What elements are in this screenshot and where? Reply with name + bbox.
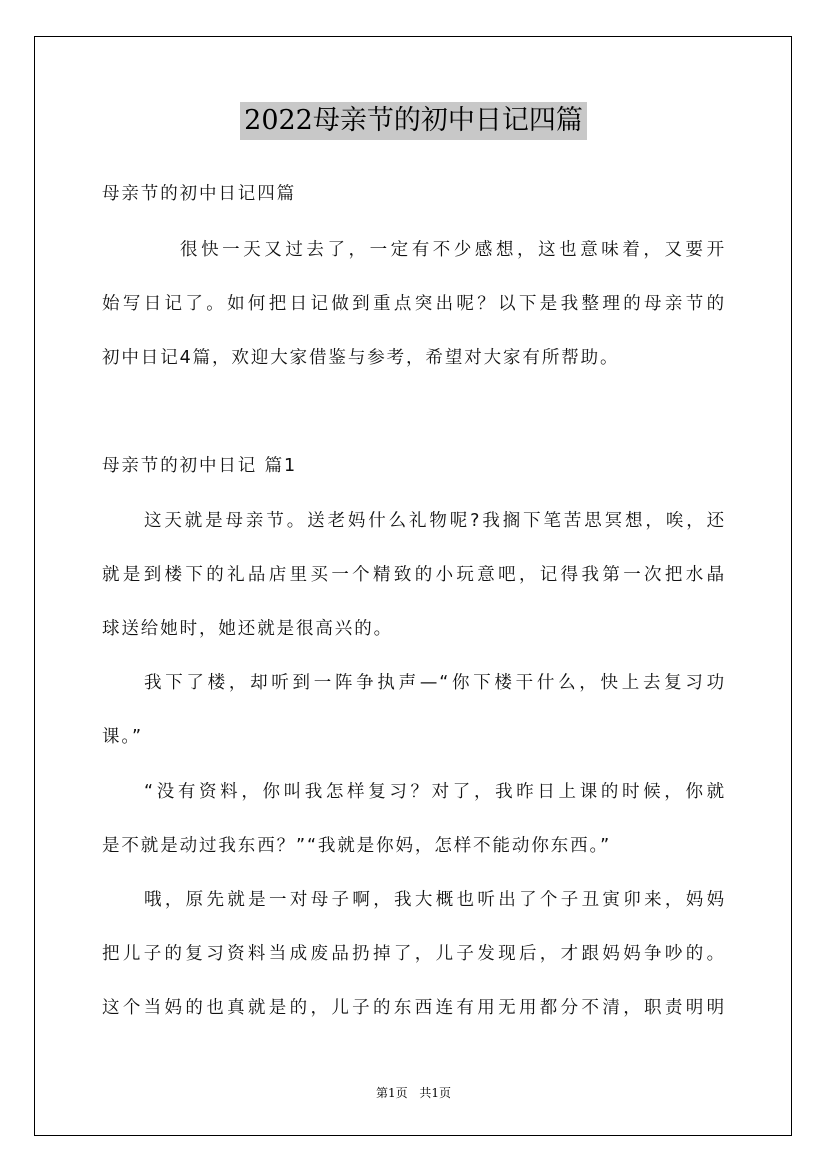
para1-line-1: 这天就是母亲节。送老妈什么礼物呢?我搁下笔苦思冥想，唉，还 bbox=[144, 511, 726, 531]
total-pages: 共1页 bbox=[419, 1086, 452, 1100]
page-footer bbox=[0, 1084, 827, 1101]
para4-line-2: 把儿子的复习资料当成废品扔掉了，儿子发现后，才跟妈妈争吵的。 bbox=[102, 944, 726, 964]
para2-line-1: 我下了楼，却听到一阵争执声—“你下楼干什么，快上去复习功 bbox=[144, 673, 726, 693]
para1-line-3: 球送给她时，她还就是很高兴的。 bbox=[102, 619, 393, 639]
page-number: 第1页 bbox=[375, 1086, 408, 1100]
para4-line-3: 这个当妈的也真就是的，儿子的东西连有用无用都分不清，职责明明 bbox=[102, 998, 726, 1018]
document-title: 2022母亲节的初中日记四篇 bbox=[240, 102, 587, 140]
intro-line-2: 始写日记了。如何把日记做到重点突出呢？以下是我整理的母亲节的 bbox=[102, 294, 726, 314]
para3-line-1: “没有资料，你叫我怎样复习？对了，我昨日上课的时候，你就 bbox=[144, 782, 726, 802]
subtitle: 母亲节的初中日记四篇 bbox=[102, 184, 296, 204]
para4-line-1: 哦，原先就是一对母子啊，我大概也听出了个子丑寅卯来，妈妈 bbox=[144, 890, 726, 910]
para2-line-2: 课。” bbox=[102, 727, 144, 747]
intro-line-3: 初中日记4篇，欢迎大家借鉴与参考，希望对大家有所帮助。 bbox=[102, 348, 620, 368]
intro-line-1: 很快一天又过去了，一定有不少感想，这也意味着，又要开 bbox=[180, 240, 726, 260]
section-heading: 母亲节的初中日记 篇1 bbox=[102, 456, 298, 476]
para3-line-2: 是不就是动过我东西？”“我就是你妈，怎样不能动你东西。” bbox=[102, 836, 612, 856]
para1-line-2: 就是到楼下的礼品店里买一个精致的小玩意吧，记得我第一次把水晶 bbox=[102, 565, 726, 585]
document-title-wrap bbox=[0, 102, 827, 140]
